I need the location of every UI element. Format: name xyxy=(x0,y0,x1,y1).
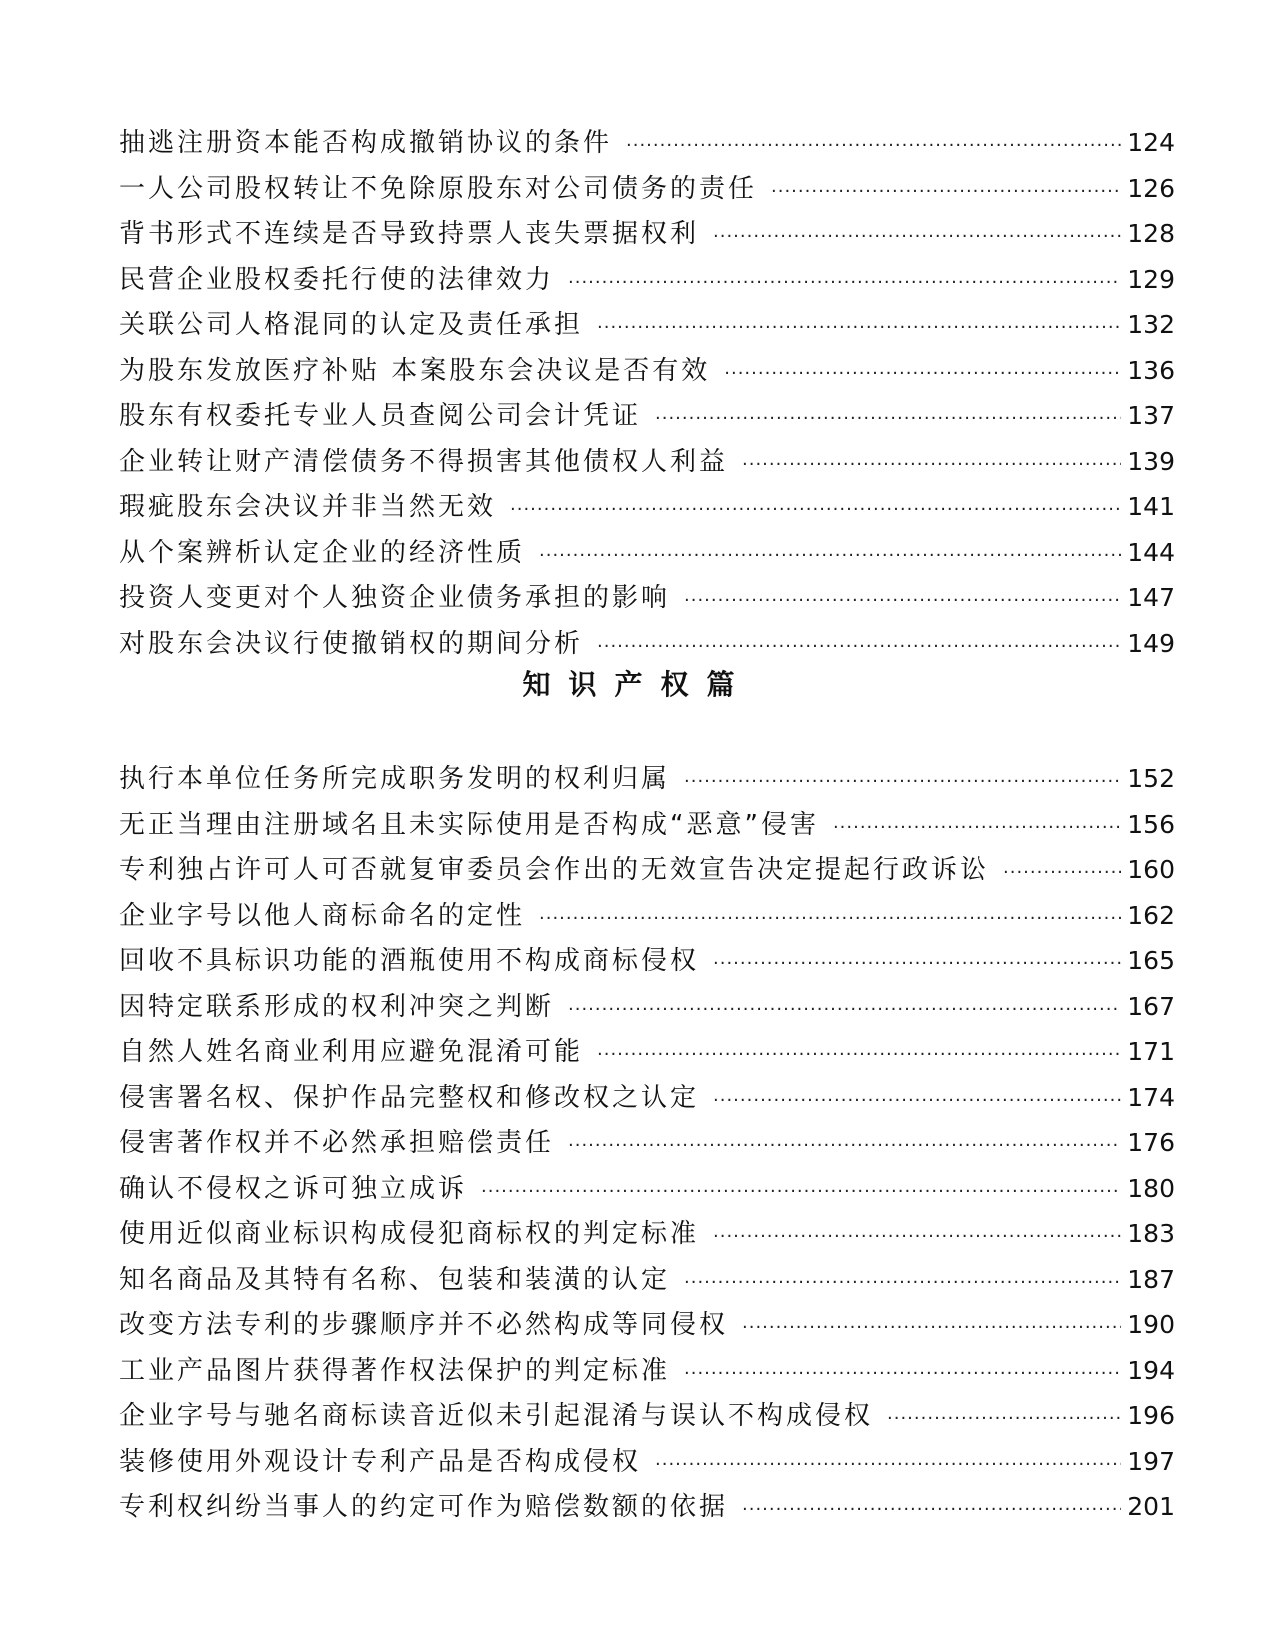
toc-entry[interactable] xyxy=(119,575,1175,621)
toc-entry-page: 160 xyxy=(1127,855,1175,884)
dot-leader xyxy=(771,169,1121,215)
toc-entry[interactable] xyxy=(119,393,1175,439)
toc-entry-title: 从个案辨析认定企业的经济性质 xyxy=(119,537,526,568)
toc-entry-title: 专利独占许可人可否就复审委员会作出的无效宣告决定提起行政诉讼 xyxy=(119,855,990,885)
toc-entry-page: 165 xyxy=(1127,946,1175,975)
dot-leader xyxy=(597,305,1121,351)
toc-entry[interactable] xyxy=(119,120,1175,166)
toc-entry-page: 141 xyxy=(1127,492,1175,521)
toc-entry[interactable] xyxy=(119,1029,1175,1075)
toc-entry-title: 关联公司人格混同的认定及责任承担 xyxy=(119,310,584,340)
toc-entry[interactable] xyxy=(119,1166,1175,1212)
dot-leader xyxy=(742,442,1121,488)
dot-leader xyxy=(539,533,1121,579)
toc-entry-title: 对股东会决议行使撤销权的期间分析 xyxy=(119,628,584,659)
toc-entry[interactable] xyxy=(119,257,1175,303)
toc-entry[interactable] xyxy=(119,1257,1175,1303)
toc-entry-page: 136 xyxy=(1127,355,1175,385)
toc-entry[interactable] xyxy=(119,484,1175,530)
dot-leader xyxy=(655,396,1121,442)
dot-leader xyxy=(742,1487,1121,1533)
toc-entry-page: 167 xyxy=(1127,991,1175,1021)
dot-leader xyxy=(887,1396,1121,1442)
section-heading: 知识产权篇 xyxy=(522,668,753,701)
toc-entry[interactable] xyxy=(119,1120,1175,1166)
toc-entry-title: 企业字号以他人商标命名的定性 xyxy=(119,900,526,931)
toc-entry-title: 股东有权委托专业人员查阅公司会计凭证 xyxy=(119,401,642,431)
toc-entry[interactable] xyxy=(119,802,1175,848)
toc-entry-title: 回收不具标识功能的酒瓶使用不构成商标侵权 xyxy=(119,946,700,976)
toc-entry[interactable] xyxy=(119,893,1175,939)
toc-entry-page: 137 xyxy=(1127,401,1175,430)
toc-entry-title: 确认不侵权之诉可独立成诉 xyxy=(119,1173,468,1204)
toc-entry-title: 改变方法专利的步骤顺序并不必然构成等同侵权 xyxy=(119,1310,729,1340)
toc-entry-page: 180 xyxy=(1127,1173,1175,1203)
toc-entry-page: 149 xyxy=(1127,628,1175,658)
dot-leader xyxy=(724,351,1121,397)
dot-leader xyxy=(655,1442,1121,1488)
toc-entry[interactable] xyxy=(119,166,1175,212)
dot-leader xyxy=(568,260,1121,306)
toc-entry[interactable] xyxy=(119,1348,1175,1394)
toc-entry[interactable] xyxy=(119,1211,1175,1257)
toc-entry-title: 因特定联系形成的权利冲突之判断 xyxy=(119,991,555,1022)
toc-entry-page: 126 xyxy=(1127,173,1175,203)
toc-entry-page: 183 xyxy=(1127,1219,1175,1248)
toc-entry[interactable] xyxy=(119,530,1175,576)
toc-entry-page: 194 xyxy=(1127,1355,1175,1385)
toc-entry[interactable] xyxy=(119,938,1175,984)
dot-leader xyxy=(713,1078,1121,1124)
toc-entry-title: 使用近似商业标识构成侵犯商标权的判定标准 xyxy=(119,1219,700,1249)
toc-entry[interactable] xyxy=(119,847,1175,893)
toc-entry[interactable] xyxy=(119,1393,1175,1439)
toc-entry-title: 背书形式不连续是否导致持票人丧失票据权利 xyxy=(119,219,700,249)
dot-leader xyxy=(684,578,1121,624)
toc-entry[interactable] xyxy=(119,1075,1175,1121)
toc-entry[interactable] xyxy=(119,621,1175,667)
toc-entry-page: 174 xyxy=(1127,1082,1175,1112)
toc-entry-page: 144 xyxy=(1127,537,1175,567)
toc-entry[interactable] xyxy=(119,1302,1175,1348)
toc-entry[interactable] xyxy=(119,1439,1175,1485)
toc-entry-page: 171 xyxy=(1127,1037,1175,1066)
dot-leader xyxy=(833,805,1121,851)
toc-entry[interactable] xyxy=(119,984,1175,1030)
toc-entry-title: 知名商品及其特有名称、包装和装潢的认定 xyxy=(119,1264,671,1295)
toc-entry-page: 156 xyxy=(1127,809,1175,839)
toc-entry-page: 162 xyxy=(1127,900,1175,930)
toc-entry[interactable] xyxy=(119,756,1175,802)
toc-entry-title: 侵害署名权、保护作品完整权和修改权之认定 xyxy=(119,1082,700,1113)
dot-leader xyxy=(568,987,1121,1033)
dot-leader xyxy=(684,1260,1121,1306)
toc-entry-page: 124 xyxy=(1127,128,1175,157)
dot-leader xyxy=(713,1214,1121,1260)
dot-leader xyxy=(684,1351,1121,1397)
toc-entry-page: 132 xyxy=(1127,310,1175,339)
dot-leader xyxy=(597,1032,1121,1078)
dot-leader xyxy=(684,759,1121,805)
toc-entry-page: 201 xyxy=(1127,1492,1175,1521)
toc-entry-title: 无正当理由注册域名且未实际使用是否构成“恶意”侵害 xyxy=(119,809,819,840)
toc-entry-title: 侵害著作权并不必然承担赔偿责任 xyxy=(119,1128,555,1158)
toc-entry-page: 196 xyxy=(1127,1401,1175,1430)
toc-ip-list xyxy=(119,756,1175,1530)
toc-entry-page: 147 xyxy=(1127,583,1175,612)
toc-entry-title: 企业转让财产清偿债务不得损害其他债权人利益 xyxy=(119,446,729,477)
toc-entry[interactable] xyxy=(119,348,1175,394)
toc-entry-page: 187 xyxy=(1127,1264,1175,1294)
toc-entry-title: 工业产品图片获得著作权法保护的判定标准 xyxy=(119,1355,671,1386)
toc-entry-title: 自然人姓名商业利用应避免混淆可能 xyxy=(119,1037,584,1067)
dot-leader xyxy=(568,1123,1121,1169)
toc-entry-title: 瑕疵股东会决议并非当然无效 xyxy=(119,492,497,522)
toc-entry-page: 176 xyxy=(1127,1128,1175,1157)
dot-leader xyxy=(481,1169,1121,1215)
dot-leader xyxy=(1003,850,1121,896)
dot-leader xyxy=(713,941,1121,987)
toc-entry-page: 190 xyxy=(1127,1310,1175,1339)
toc-entry-title: 一人公司股权转让不免除原股东对公司债务的责任 xyxy=(119,173,758,204)
toc-entry[interactable] xyxy=(119,1484,1175,1530)
toc-entry-page: 152 xyxy=(1127,764,1175,793)
dot-leader xyxy=(510,487,1121,533)
toc-entry[interactable] xyxy=(119,439,1175,485)
dot-leader xyxy=(539,896,1121,942)
toc-entry-title: 执行本单位任务所完成职务发明的权利归属 xyxy=(119,764,671,794)
toc-entry-page: 128 xyxy=(1127,219,1175,248)
dot-leader xyxy=(597,624,1121,670)
toc-entry-title: 抽逃注册资本能否构成撤销协议的条件 xyxy=(119,128,613,158)
toc-entry-page: 129 xyxy=(1127,264,1175,294)
toc-entry-title: 装修使用外观设计专利产品是否构成侵权 xyxy=(119,1446,642,1477)
toc-entry-page: 197 xyxy=(1127,1446,1175,1476)
toc-entry-title: 民营企业股权委托行使的法律效力 xyxy=(119,264,555,295)
dot-leader xyxy=(626,123,1121,169)
toc-entry-title: 专利权纠纷当事人的约定可作为赔偿数额的依据 xyxy=(119,1492,729,1522)
toc-corporate-list xyxy=(119,120,1175,666)
toc-entry-title: 为股东发放医疗补贴 本案股东会决议是否有效 xyxy=(119,355,711,386)
toc-entry-title: 投资人变更对个人独资企业债务承担的影响 xyxy=(119,583,671,613)
dot-leader xyxy=(713,214,1121,260)
toc-entry[interactable] xyxy=(119,302,1175,348)
toc-entry[interactable] xyxy=(119,211,1175,257)
toc-entry-page: 139 xyxy=(1127,446,1175,476)
toc-entry-title: 企业字号与驰名商标读音近似未引起混淆与误认不构成侵权 xyxy=(119,1401,874,1431)
dot-leader xyxy=(742,1305,1121,1351)
